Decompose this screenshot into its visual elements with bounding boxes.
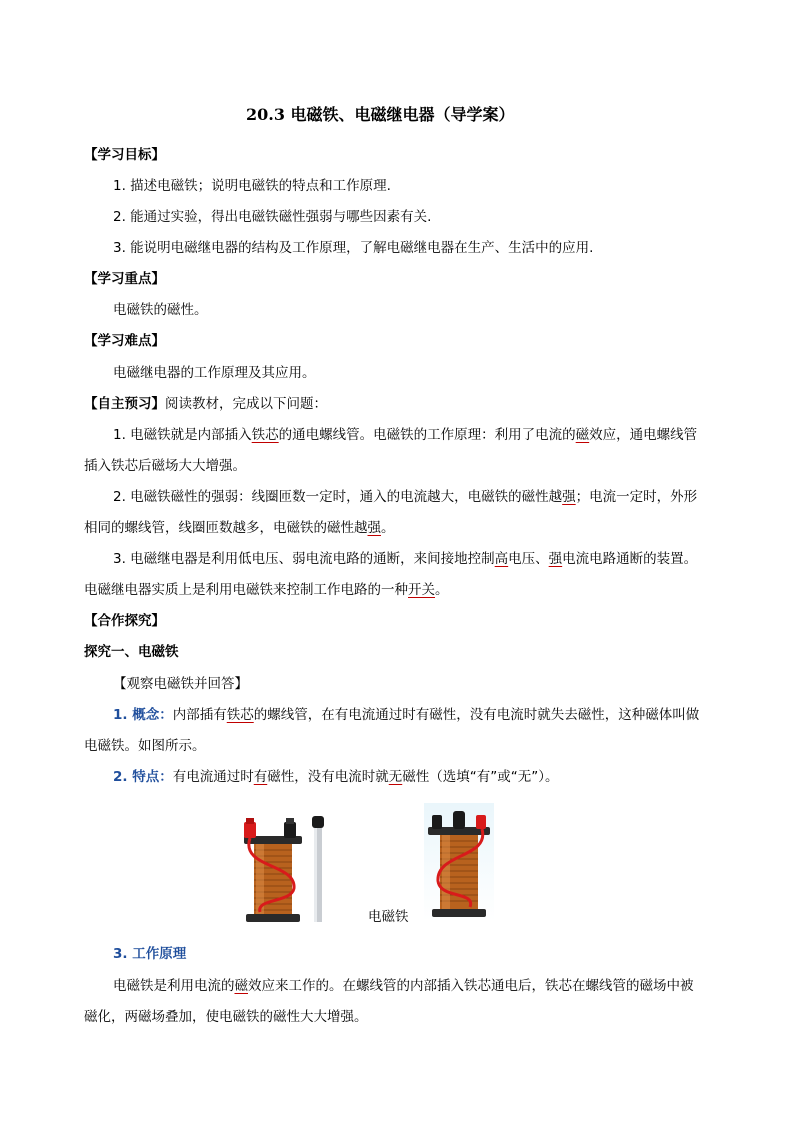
answer-blank: 有 [253, 769, 268, 785]
feature-text-c: 磁性（选填“有”或“无”）。 [402, 769, 559, 785]
answer-blank: 强 [548, 551, 563, 567]
key-points-heading: 【学习重点】 [84, 271, 165, 287]
feature-label: 2. 特点： [113, 769, 173, 785]
answer-blank: 强 [562, 489, 576, 505]
objective-3: 3. 能说明电磁继电器的结构及工作原理，了解电磁继电器在生产、生活中的应用. [113, 240, 594, 256]
difficulties-text: 电磁继电器的工作原理及其应用。 [113, 365, 316, 381]
page-title: 20.3 电磁铁、电磁继电器（导学案） [246, 105, 515, 124]
principle-text-b: 效应来工作的。在螺线管的内部插入铁芯通电后，铁芯在螺线管的磁场中被 [248, 978, 694, 994]
objective-2: 2. 能通过实验，得出电磁铁磁性强弱与哪些因素有关. [113, 209, 432, 225]
preview-q2-line1 [113, 488, 697, 506]
answer-blank: 开关 [408, 582, 435, 598]
answer-blank: 铁芯 [251, 427, 279, 443]
answer-blank: 铁芯 [226, 707, 254, 723]
preview-q1-line1 [113, 426, 697, 444]
observe-heading: 【观察电磁铁并回答】 [113, 676, 248, 692]
q1-text-b: 的通电螺线管。电磁铁的工作原理：利用了电流的 [278, 427, 576, 443]
feature-text-a: 有电流通过时 [172, 769, 254, 785]
preview-q3-line2 [84, 581, 449, 599]
answer-blank: 磁 [234, 978, 248, 994]
cooperation-heading: 【合作探究】 [84, 613, 165, 629]
principle-label: 3. 工作原理 [113, 946, 187, 962]
q1-text-c: 效应，通电螺线管 [589, 427, 698, 443]
electromagnet-photo-1 [236, 808, 336, 926]
preview-heading-line [84, 395, 327, 413]
q2-text-c: 相同的螺线管，线圈匝数越多，电磁铁的磁性越 [84, 520, 368, 536]
preview-intro: 阅读教材，完成以下问题： [165, 396, 327, 412]
objective-1: 1. 描述电磁铁；说明电磁铁的特点和工作原理. [113, 178, 391, 194]
principle-line1 [113, 977, 694, 995]
figure-caption: 电磁铁 [368, 909, 409, 925]
concept-label: 1. 概念： [113, 707, 173, 723]
q2-text-d: 。 [381, 520, 395, 536]
q3-text-a: 3. 电磁继电器是利用低电压、弱电流电路的通断，来间接地控制 [113, 551, 495, 567]
concept-line2: 电磁铁。如图所示。 [84, 738, 206, 754]
principle-heading [113, 945, 186, 963]
feature-text-b: 磁性，没有电流时就 [267, 769, 389, 785]
preview-q1-line2: 插入铁芯后磁场大大增强。 [84, 458, 246, 474]
concept-text-b: 的螺线管，在有电流通过时有磁性，没有电流时就失去磁性，这种磁体叫做 [253, 707, 700, 723]
difficulties-heading: 【学习难点】 [84, 333, 165, 349]
principle-line2: 磁化，两磁场叠加，使电磁铁的磁性大大增强。 [84, 1009, 368, 1025]
principle-text-a: 电磁铁是利用电流的 [113, 978, 235, 994]
answer-blank: 高 [494, 551, 509, 567]
q3-text-e: 。 [435, 582, 449, 598]
answer-blank: 无 [388, 769, 403, 785]
answer-blank: 强 [367, 520, 381, 536]
preview-q2-line2 [84, 519, 395, 537]
q3-text-d: 电磁继电器实质上是利用电磁铁来控制工作电路的一种 [84, 582, 408, 598]
electromagnet-photo-2 [424, 803, 494, 921]
feature-line [113, 768, 558, 786]
objectives-heading: 【学习目标】 [84, 147, 165, 163]
preview-heading: 【自主预习】 [84, 396, 165, 412]
preview-q3-line1 [113, 550, 697, 568]
q2-text-a: 2. 电磁铁磁性的强弱：线圈匝数一定时，通入的电流越大，电磁铁的磁性越 [113, 489, 563, 505]
q3-text-b: 电压、 [508, 551, 549, 567]
answer-blank: 磁 [575, 427, 590, 443]
key-points-text: 电磁铁的磁性。 [113, 302, 208, 318]
q2-text-b: ；电流一定时，外形 [575, 489, 698, 505]
q3-text-c: 电流电路通断的装置。 [562, 551, 698, 567]
concept-line1 [113, 706, 699, 724]
section1-heading: 探究一、电磁铁 [84, 644, 179, 660]
q1-text-a: 1. 电磁铁就是内部插入 [113, 427, 252, 443]
concept-text-a: 内部插有 [172, 707, 227, 723]
